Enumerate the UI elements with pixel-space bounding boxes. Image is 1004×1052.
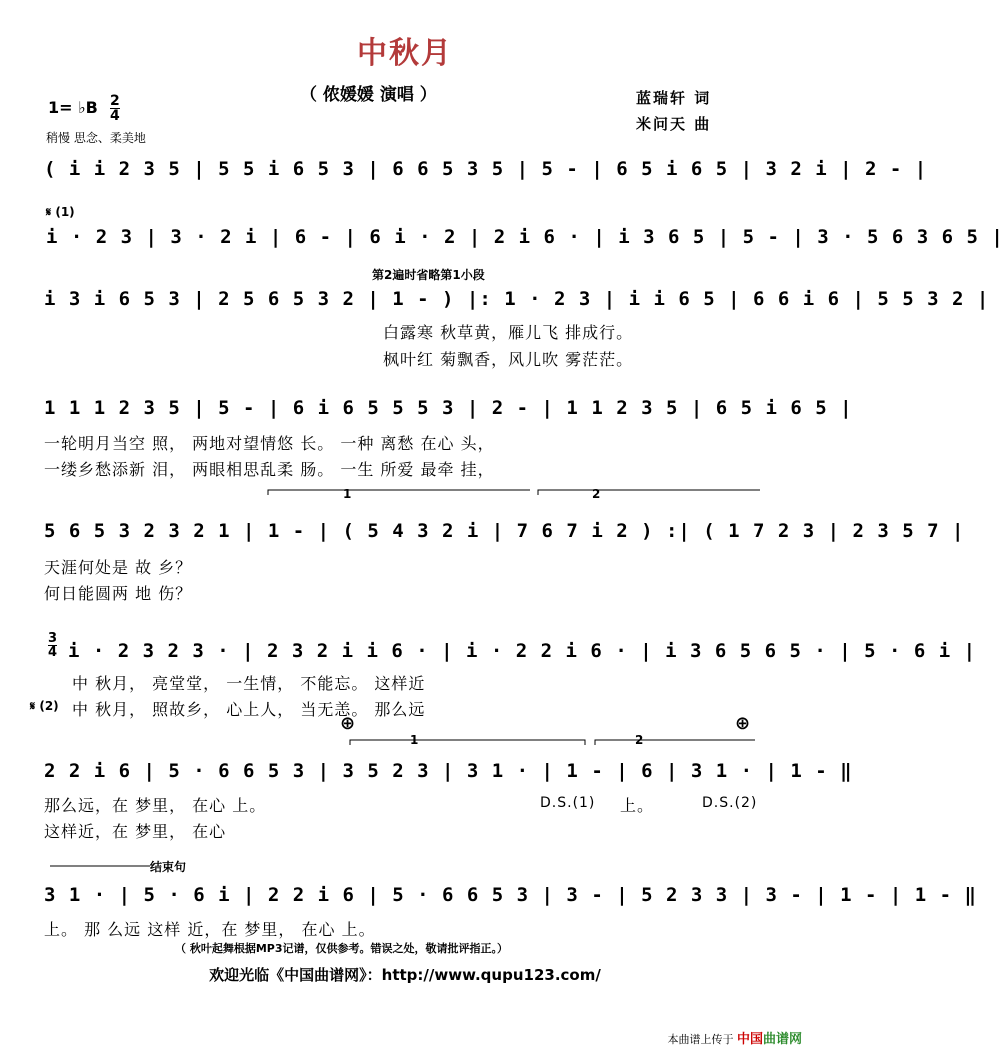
lyrics-verse-4a: 中 秋月， 亮堂堂， 一生情， 不能忘。 这样近 xyxy=(72,674,426,693)
transcription-note: （ 秋叶起舞根据MP3记谱，仅供参考。错误之处，敬请批评指正。） xyxy=(175,942,508,955)
lyrics-verse-1a: 白露寒 秋草黄，雁儿飞 排成行。 xyxy=(383,323,634,342)
volta-2-label: 2 xyxy=(592,487,601,501)
lyrics-verse-5c: 上。 xyxy=(620,796,655,815)
coda-sign-1: ⊕ xyxy=(340,713,356,734)
volta-1-bracket xyxy=(268,490,530,495)
lyrics-verse-3b: 何日能圆两 地 伤？ xyxy=(44,584,193,603)
volta-2-bracket-b xyxy=(595,740,755,745)
time34-top: 3 xyxy=(48,631,58,646)
music-line-6: i · 2 3 2 3 · | 2 3 2 i i 6 · | i · 2 2 i 6 · | i 3 6 5 6 5 · | 5 · 6 i | xyxy=(68,640,977,662)
singer-credit: （ 侬媛媛 演唱 ） xyxy=(300,85,437,105)
coda-sign-2: ⊕ xyxy=(735,713,751,734)
skip-note: 第2遍时省略第1小段 xyxy=(372,268,485,282)
lyrics-verse-5a: 那么远，在 梦里， 在心 上。 xyxy=(44,796,267,815)
music-line-8: 3 1 · | 5 · 6 i | 2 2 i 6 | 5 · 6 6 5 3 | 3 - | 5 2 3 3 | 3 - | 1 - | 1 - ‖ xyxy=(44,884,977,906)
time-top: 2 xyxy=(110,93,120,109)
lyrics-verse-5b: 这样近，在 梦里， 在心 xyxy=(44,822,227,841)
music-line-4: 1 1 1 2 3 5 | 5 - | 6 i 6 5 5 5 3 | 2 - | 1 1 2 3 5 | 6 5 i 6 5 | xyxy=(44,397,853,419)
lyrics-verse-4b: 中 秋月， 照故乡， 心上人， 当无恙。 那么远 xyxy=(72,700,426,719)
volta-1-label-b: 1 xyxy=(410,733,419,747)
time34-bottom: 4 xyxy=(48,645,58,660)
ending-label: 结束句 xyxy=(150,860,187,874)
music-line-5: 5 6 5 3 2 3 2 1 | 1 - | ( 5 4 3 2 i | 7 6 7 i 2 ) :| ( 1 7 2 3 | 2 3 5 7 | xyxy=(44,520,965,542)
ds-1-mark: D.S.(1) xyxy=(540,795,596,811)
lyricist-credit: 蓝瑞轩 词 xyxy=(636,89,712,107)
ds-2-mark: D.S.(2) xyxy=(702,795,758,811)
lyrics-verse-1b: 枫叶红 菊飘香，风儿吹 雾茫茫。 xyxy=(383,350,634,369)
volta-1-label: 1 xyxy=(343,487,352,501)
welcome-line: 欢迎光临《中国曲谱网》：http://www.qupu123.com/ xyxy=(209,966,601,984)
lyrics-ending: 上。 那 么远 这样 近，在 梦里， 在心 上。 xyxy=(44,920,376,939)
music-line-3: i 3 i 6 5 3 | 2 5 6 5 3 2 | 1 - ) |: 1 · 2 3 | i i 6 5 | 6 6 i 6 | 5 5 3 2 | xyxy=(44,288,990,310)
site-logo-tail: 曲谱网 xyxy=(762,1032,802,1047)
music-line-7: 2 2 i 6 | 5 · 6 6 5 3 | 3 5 2 3 | 3 1 · | 1 - | 6 | 3 1 · | 1 - ‖ xyxy=(44,760,853,782)
music-line-1: ( i i 2 3 5 | 5 5 i 6 5 3 | 6 6 5 3 5 | 5 - | 6 5 i 6 5 | 3 2 i | 2 - | xyxy=(44,158,928,180)
page-title: 中秋月 xyxy=(357,36,453,71)
tempo-marking: 稍慢 思念、柔美地 xyxy=(46,131,146,145)
segno-mark-2: 𝄋 (2) xyxy=(30,699,59,713)
time-bottom: 4 xyxy=(110,108,120,124)
key-label: 1= ♭B xyxy=(48,98,98,117)
upload-text: 本曲谱上传于 xyxy=(667,1033,734,1046)
composer-credit: 米问天 曲 xyxy=(636,115,712,133)
site-logo: 中国 xyxy=(736,1032,763,1047)
volta-2-label-b: 2 xyxy=(635,733,644,747)
volta-2-bracket xyxy=(538,490,760,495)
volta-1-bracket-b xyxy=(350,740,585,745)
music-line-2: i · 2 3 | 3 · 2 i | 6 - | 6 i · 2 | 2 i 6 · | i 3 6 5 | 5 - | 3 · 5 6 3 6 5 | xyxy=(46,226,1004,248)
lyrics-verse-2a: 一轮明月当空 照， 两地对望情悠 长。 一种 离愁 在心 头， xyxy=(44,434,495,453)
lyrics-verse-3a: 天涯何处是 故 乡？ xyxy=(44,558,193,577)
segno-mark-1: 𝄋 (1) xyxy=(46,205,75,219)
lyrics-verse-2b: 一缕乡愁添新 泪， 两眼相思乱柔 肠。 一生 所爱 最牵 挂， xyxy=(44,460,495,479)
